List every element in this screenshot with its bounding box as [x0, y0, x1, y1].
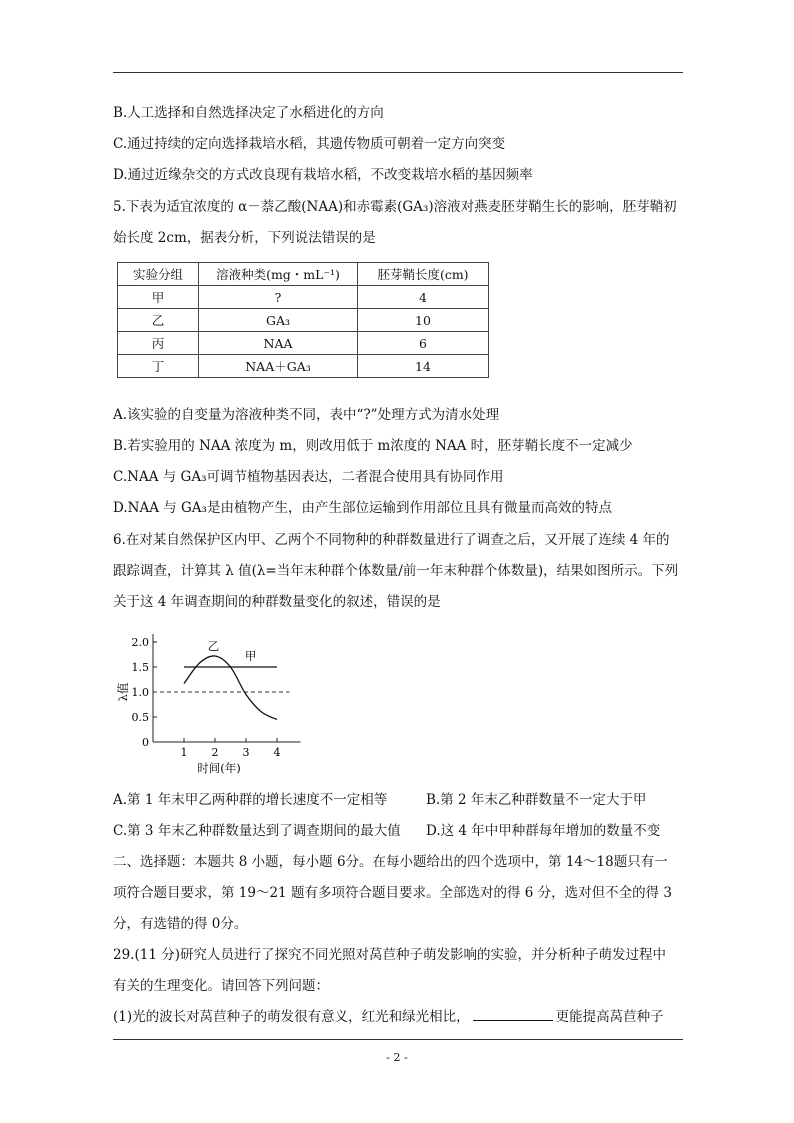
option-line-d: D.通过近缘杂交的方式改良现有栽培水稻，不改变栽培水稻的基因频率: [113, 167, 533, 183]
answer-blank[interactable]: [473, 1008, 553, 1021]
top-rule: [113, 72, 683, 73]
q6-option-a: A.第 1 年末甲乙两种群的增长速度不一定相等: [113, 792, 388, 808]
q29-line-2: 有关的生理变化。请回答下列问题：: [113, 978, 329, 994]
table-cell: ?: [199, 286, 358, 309]
table-cell: 丙: [118, 332, 199, 355]
table-header-row: [118, 263, 489, 286]
table-cell: 4: [358, 286, 489, 309]
table-header: 胚芽鞘长度(cm): [358, 263, 489, 286]
lambda-line-chart: [113, 630, 303, 780]
q5-option-d: D.NAA 与 GA₃是由植物产生，由产生部位运输到作用部位且具有微量而高效的特点: [113, 500, 612, 516]
q6-option-c: C.第 3 年末乙种群数量达到了调查期间的最大值: [113, 823, 401, 839]
x-axis-label: 时间(年): [197, 761, 241, 775]
q6-stem-line-1: 6.在对某自然保护区内甲、乙两个不同物种的种群数量进行了调查之后，又开展了连续 4 年的: [113, 532, 670, 548]
table-cell: NAA: [199, 332, 358, 355]
page-number: - 2 -: [386, 1051, 408, 1064]
table-row: [118, 309, 489, 332]
table-cell: 丁: [118, 355, 199, 378]
q29-line-1: 29.(11 分)研究人员进行了探究不同光照对莴苣种子萌发影响的实验，并分析种子萌发过程中: [113, 947, 666, 963]
bottom-rule: [113, 1039, 683, 1040]
option-line-b: B.人工选择和自然选择决定了水稻进化的方向: [113, 105, 384, 121]
y-tick-label: 1.0: [131, 686, 149, 699]
table-cell: 乙: [118, 309, 199, 332]
table-header: 实验分组: [118, 263, 199, 286]
q6-option-b: B.第 2 年末乙种群数量不一定大于甲: [426, 792, 647, 808]
section2-line-1: 二、选择题：本题共 8 小题，每小题 6分。在每小题给出的四个选项中，第 14～18题只有一: [113, 854, 668, 870]
y-axis-label: λ值: [116, 682, 130, 702]
q29-line-3-end: 更能提高莴苣种子: [555, 1009, 664, 1025]
x-tick-label: 2: [211, 746, 219, 759]
q29-line-3-start: (1)光的波长对莴苣种子的萌发很有意义，红光和绿光相比，: [113, 1009, 470, 1025]
q5-stem-line-2: 始长度 2cm，据表分析，下列说法错误的是: [113, 230, 376, 246]
y-tick-label: 1.5: [131, 661, 149, 674]
q5-option-c: C.NAA 与 GA₃可调节植物基因表达，二者混合使用具有协同作用: [113, 469, 504, 485]
table-cell: 14: [358, 355, 489, 378]
option-line-c: C.通过持续的定向选择栽培水稻，其遗传物质可朝着一定方向突变: [113, 136, 506, 152]
q5-option-b: B.若实验用的 NAA 浓度为 m，则改用低于 m浓度的 NAA 时，胚芽鞘长度不一定减少: [113, 438, 633, 454]
y-tick-label: 2.0: [131, 636, 149, 649]
q5-option-a: A.该实验的自变量为溶液种类不同，表中“?”处理方式为清水处理: [113, 407, 500, 423]
q29-line-3: [113, 1008, 685, 1026]
y-tick-label: 0: [142, 736, 149, 749]
series-yi-curve: [184, 656, 277, 720]
table-cell: 10: [358, 309, 489, 332]
q6-stem-line-3: 关于这 4 年调查期间的种群数量变化的叙述，错误的是: [113, 594, 441, 610]
q6-stem-line-2: 跟踪调查，计算其 λ 值(λ=当年末种群个体数量/前一年末种群个体数量)，结果如图所示。下列: [113, 563, 679, 579]
table-cell: 6: [358, 332, 489, 355]
x-tick-label: 3: [242, 746, 250, 759]
q5-stem-line-1: 5.下表为适宜浓度的 α－萘乙酸(NAA)和赤霉素(GA₃)溶液对燕麦胚芽鞘生长的影响，胚芽鞘初: [113, 199, 677, 215]
table-row: [118, 286, 489, 309]
series-jia-label: 甲: [244, 649, 257, 663]
table-cell: GA₃: [199, 309, 358, 332]
section2-line-2: 项符合题目要求，第 19～21 题有多项符合题目要求。全部选对的得 6 分，选对但不全的得 3: [113, 885, 672, 901]
q5-data-table: [117, 262, 489, 378]
x-tick-label: 1: [180, 746, 188, 759]
table-cell: 甲: [118, 286, 199, 309]
y-tick-label: 0.5: [131, 711, 149, 724]
table-row: [118, 332, 489, 355]
table-header: 溶液种类(mg・mL⁻¹): [199, 263, 358, 286]
series-yi-label: 乙: [207, 639, 220, 653]
table-row: [118, 355, 489, 378]
x-tick-label: 4: [273, 746, 281, 759]
table-cell: NAA＋GA₃: [199, 355, 358, 378]
q6-option-d: D.这 4 年中甲种群每年增加的数量不变: [426, 823, 661, 839]
section2-line-3: 分，有选错的得 0分。: [113, 916, 248, 932]
